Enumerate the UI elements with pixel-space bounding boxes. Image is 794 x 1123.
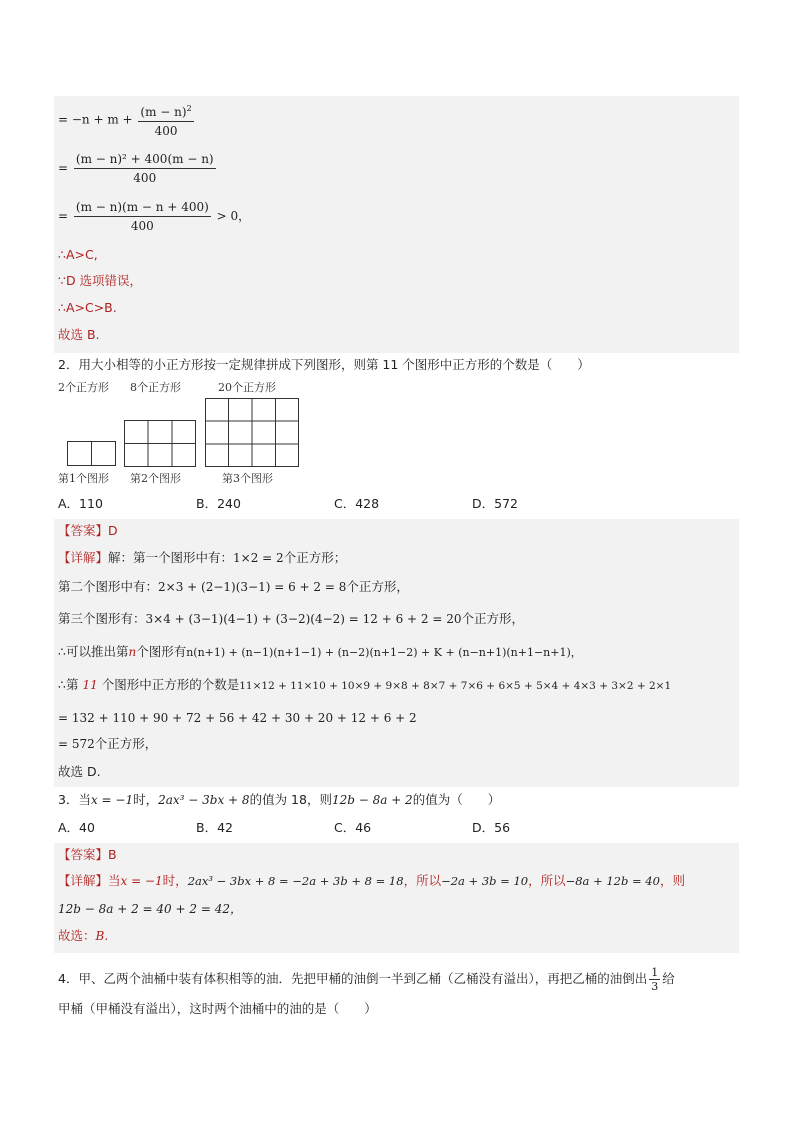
- detail-math: −2a + 3b = 10: [441, 874, 529, 888]
- sol1-eq1: [58, 100, 196, 140]
- detail-text: ，所以: [403, 873, 442, 888]
- detail-text: 故选：: [58, 928, 96, 943]
- detail-end: 个正方形，: [94, 736, 158, 751]
- q4-fraction: [649, 966, 660, 993]
- figure-2-grid: [124, 420, 197, 468]
- eq3-den: 400: [130, 219, 154, 233]
- fig3-top-label: 20个正方形: [218, 381, 276, 394]
- eq1-prefix: = −n + m +: [58, 112, 133, 127]
- eq1-den: 400: [154, 124, 178, 138]
- detail-x: x = −1: [120, 874, 163, 888]
- q4-line-2: 甲桶（甲桶没有溢出），这时两个油桶中的油的是（ ）: [58, 1001, 377, 1016]
- q3-option-c: C．46: [334, 820, 372, 835]
- detail-math: n(n+1) + (n−1)(n+1−1) + (n−2)(n+1−2) + K + (n−n+1)(n+1−n+1)，: [186, 646, 582, 659]
- q2-detail-5: [58, 676, 671, 695]
- sol1-line-b: ∵D 选项错误，: [58, 273, 143, 288]
- stem-x: x = −1: [90, 793, 134, 807]
- detail-n: 11: [82, 678, 98, 692]
- detail-text: 第二个图形中有：: [58, 579, 159, 594]
- eq1-fraction: [138, 100, 193, 140]
- q4-frac-den: 3: [651, 980, 659, 993]
- q2-detail-6: = 132 + 110 + 90 + 72 + 56 + 42 + 30 + 20 + 12 + 6 + 2: [58, 711, 417, 725]
- eq3-num: (m − n)(m − n + 400): [74, 198, 211, 217]
- q2-option-b: B．240: [196, 496, 241, 511]
- detail-math: = 572: [58, 737, 95, 751]
- sol1-eq3: = $\frac{(m - n)(m - n + 400)}{400}$ > 0，: [58, 200, 251, 233]
- sol1-eq2: = $\frac{\text{(m − n)² + 400(m − n)}}{400}$: [58, 152, 214, 185]
- stem-text: 的值为 18，则: [249, 792, 332, 807]
- eq3-suffix: > 0，: [216, 209, 251, 223]
- q2-detail-3: [58, 610, 524, 628]
- q4-text: 4．甲、乙两个油桶中装有体积相等的油．先把甲桶的油倒一半到乙桶（乙桶没有溢出），再把乙桶的油倒出: [58, 971, 648, 986]
- eq2-num: (m − n)² + 400(m − n): [74, 150, 216, 169]
- detail-label: 【详解】: [58, 550, 109, 565]
- q4-line-1: [58, 966, 675, 993]
- detail-label: 【详解】: [58, 873, 109, 888]
- detail-n: n: [128, 645, 137, 659]
- q3-detail-1: [58, 872, 685, 890]
- q2-option-c: C．428: [334, 496, 380, 511]
- q3-answer: 【答案】B: [58, 847, 117, 862]
- detail-text: 第三个图形有：: [58, 611, 146, 626]
- detail-mid: 个图形中正方形的个数是: [101, 677, 240, 692]
- eq2-fraction: [74, 150, 216, 187]
- q2-detail-1: [58, 549, 346, 567]
- q2-stem: 2．用大小相等的小正方形按一定规律拼成下列图形，则第 11 个图形中正方形的个数是（ ）: [58, 357, 590, 372]
- q3-stem: [58, 790, 500, 808]
- fig2-bottom-label: 第2个图形: [130, 472, 181, 485]
- detail-text: ∴第: [58, 677, 79, 692]
- detail-math: −8a + 12b = 40: [565, 874, 660, 888]
- solution-block-3: [54, 843, 739, 953]
- detail-end: 个正方形；: [283, 550, 347, 565]
- eq1-num: (m − n): [140, 105, 187, 119]
- detail-end: 个正方形，: [346, 579, 409, 594]
- figure-3-grid: [205, 398, 300, 468]
- q2-answer: 【答案】D: [58, 523, 118, 538]
- fig3-bottom-label: 第3个图形: [222, 472, 273, 485]
- detail-text: ，则: [659, 873, 685, 888]
- detail-mid: 个图形有: [136, 644, 187, 659]
- fig2-top-label: 8个正方形: [130, 381, 181, 394]
- detail-text: ∴可以推出第: [58, 644, 129, 659]
- detail-text: 时，: [162, 873, 188, 888]
- stem-expr2: 12b − 8a + 2: [331, 793, 413, 807]
- q2-option-a: A．110: [58, 496, 103, 511]
- q2-detail-4: [58, 643, 582, 662]
- eq1-sup: 2: [186, 104, 192, 113]
- eq2-den: 400: [133, 171, 157, 185]
- sol1-line-c: ∴A>C>B.: [58, 300, 117, 315]
- detail-text: 解：第一个图形中有：: [108, 550, 234, 565]
- q2-detail-8: 故选 D.: [58, 764, 101, 779]
- q2-detail-7: [58, 735, 157, 753]
- fig1-bottom-label: 第1个图形: [58, 472, 109, 485]
- stem-text: 3．当: [58, 792, 91, 807]
- eq3-fraction: [74, 198, 211, 235]
- stem-text: 时，: [133, 792, 159, 807]
- q3-option-b: B．42: [196, 820, 233, 835]
- detail-end: 个正方形，: [461, 611, 525, 626]
- detail-choice: B.: [95, 929, 109, 943]
- stem-text: 的值为（ ）: [412, 792, 501, 807]
- q4-frac-num: 1: [651, 966, 659, 979]
- detail-math: 1×2 = 2: [233, 551, 284, 565]
- figure-1-grid: [67, 441, 117, 467]
- detail-math: 2ax³ − 3bx + 8 = −2a + 3b + 8 = 18: [187, 874, 404, 888]
- sol1-line-d: 故选 B.: [58, 327, 100, 342]
- q4-text-end: 给: [662, 971, 675, 986]
- detail-text: 当: [108, 873, 121, 888]
- stem-expr: 2ax³ − 3bx + 8: [158, 793, 250, 807]
- q3-detail-2: 12b − 8a + 2 = 40 + 2 = 42，: [58, 902, 242, 916]
- detail-math: 3×4 + (3−1)(4−1) + (3−2)(4−2) = 12 + 6 + 2 = 20: [145, 612, 462, 626]
- detail-text: ，所以: [528, 873, 566, 888]
- q2-detail-2: [58, 578, 409, 596]
- fig1-top-label: 2个正方形: [58, 381, 109, 394]
- sol1-line-a: ∴A>C,: [58, 247, 98, 262]
- detail-math: 11×12 + 11×10 + 10×9 + 9×8 + 8×7 + 7×6 + 6×5 + 5×4 + 4×3 + 3×2 + 2×1: [239, 680, 672, 692]
- q2-option-d: D．572: [472, 496, 518, 511]
- q3-option-a: A．40: [58, 820, 95, 835]
- detail-math: 2×3 + (2−1)(3−1) = 6 + 2 = 8: [158, 580, 347, 594]
- q3-detail-3: [58, 927, 108, 945]
- q3-option-d: D．56: [472, 820, 511, 835]
